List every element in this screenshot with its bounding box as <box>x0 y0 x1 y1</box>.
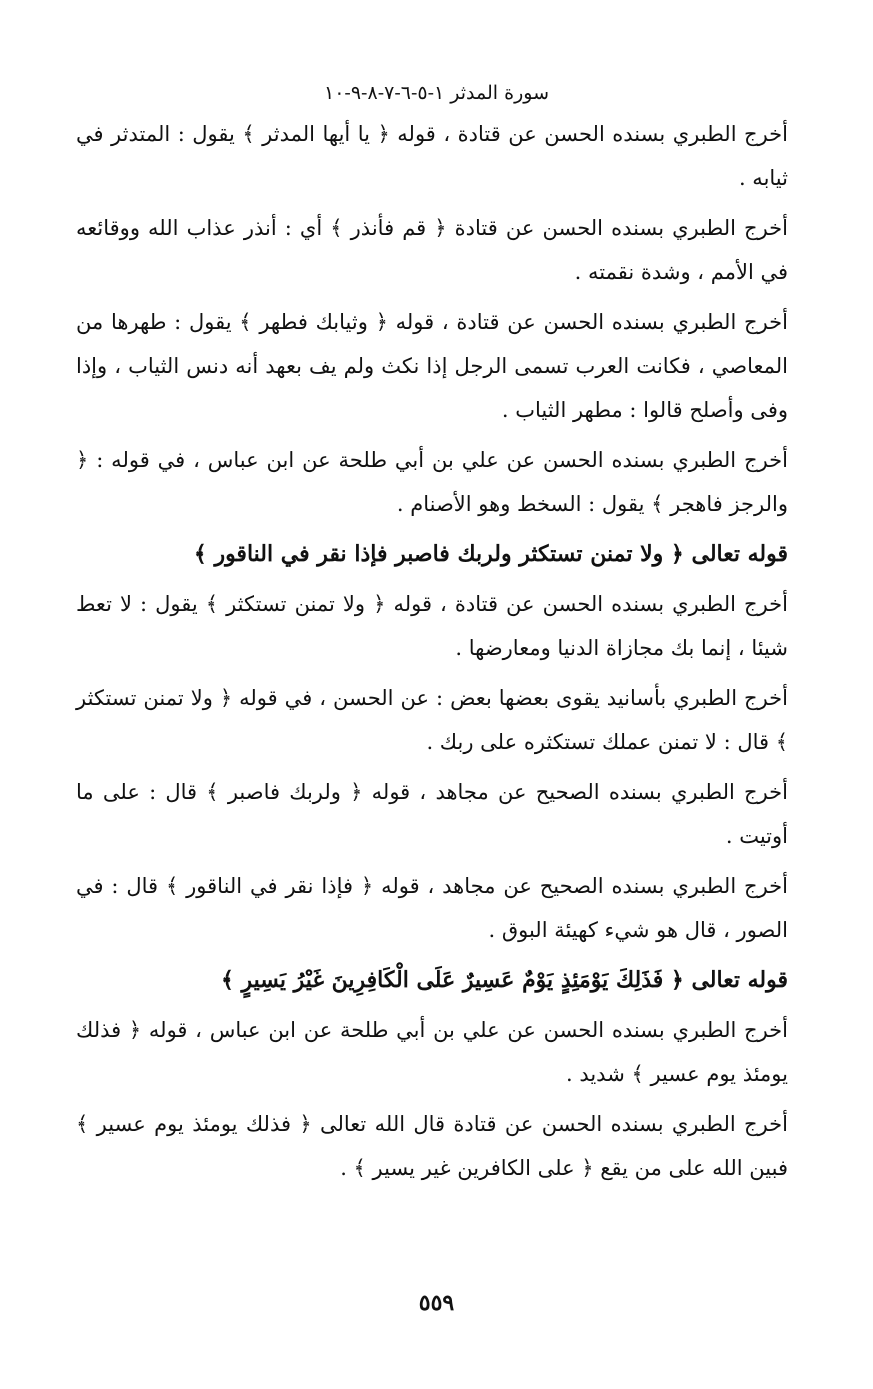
section-heading-1: قوله تعالى ﴿ ولا تمنن تستكثر ولربك فاصبر فإذا نقر في الناقور ﴾ <box>193 541 788 567</box>
paragraph-8: أخرج الطبري بسنده الصحيح عن مجاهد ، قوله ﴿ فإذا نقر في الناقور ﴾ قال : في الصور ، قال هو شيء كهيئة البوق . <box>76 874 788 942</box>
paragraph-9: أخرج الطبري بسنده الحسن عن علي بن أبي طلحة عن ابن عباس ، قوله ﴿ فذلك يومئذ يوم عسير ﴾ شديد . <box>76 1018 788 1086</box>
page-body <box>76 112 788 1196</box>
paragraph-3: أخرج الطبري بسنده الحسن عن قتادة ، قوله ﴿ وثيابك فطهر ﴾ يقول : طهرها من المعاصي ، فكانت العرب تسمى الرجل إذا نكث ولم يف بعهد أنه دنس الثياب ، وإذا وفى وأصلح قالوا : مطهر الثياب . <box>76 310 788 422</box>
page-number: ٥٥٩ <box>418 1290 455 1316</box>
running-header: سورة المدثر ١-٥-٦-٧-٨-٩-١٠ <box>323 82 549 104</box>
section-heading-2: قوله تعالى ﴿ فَذَلِكَ يَوْمَئِذٍ يَوْمٌ عَسِيرٌ عَلَى الْكَافِرِينَ غَيْرُ يَسِيرٍ ﴾ <box>220 967 788 993</box>
paragraph-2: أخرج الطبري بسنده الحسن عن قتادة ﴿ قم فأنذر ﴾ أي : أنذر عذاب الله ووقائعه في الأمم ، وشدة نقمته . <box>76 216 788 284</box>
paragraph-7: أخرج الطبري بسنده الصحيح عن مجاهد ، قوله ﴿ ولربك فاصبر ﴾ قال : على ما أوتيت . <box>76 780 788 848</box>
paragraph-10: أخرج الطبري بسنده الحسن عن قتادة قال الله تعالى ﴿ فذلك يومئذ يوم عسير ﴾ فبين الله على من يقع ﴿ على الكافرين غير يسير ﴾ . <box>76 1112 788 1180</box>
paragraph-4: أخرج الطبري بسنده الحسن عن علي بن أبي طلحة عن ابن عباس ، في قوله : ﴿ والرجز فاهجر ﴾ يقول : السخط وهو الأصنام . <box>76 448 788 516</box>
paragraph-1: أخرج الطبري بسنده الحسن عن قتادة ، قوله ﴿ يا أيها المدثر ﴾ يقول : المتدثر في ثيابه . <box>76 122 788 190</box>
paragraph-6: أخرج الطبري بأسانيد يقوى بعضها بعض : عن الحسن ، في قوله ﴿ ولا تمنن تستكثر ﴾ قال : لا تمنن عملك تستكثره على ربك . <box>76 686 788 754</box>
paragraph-5: أخرج الطبري بسنده الحسن عن قتادة ، قوله ﴿ ولا تمنن تستكثر ﴾ يقول : لا تعط شيئا ، إنما بك مجازاة الدنيا ومعارضها . <box>76 592 788 660</box>
